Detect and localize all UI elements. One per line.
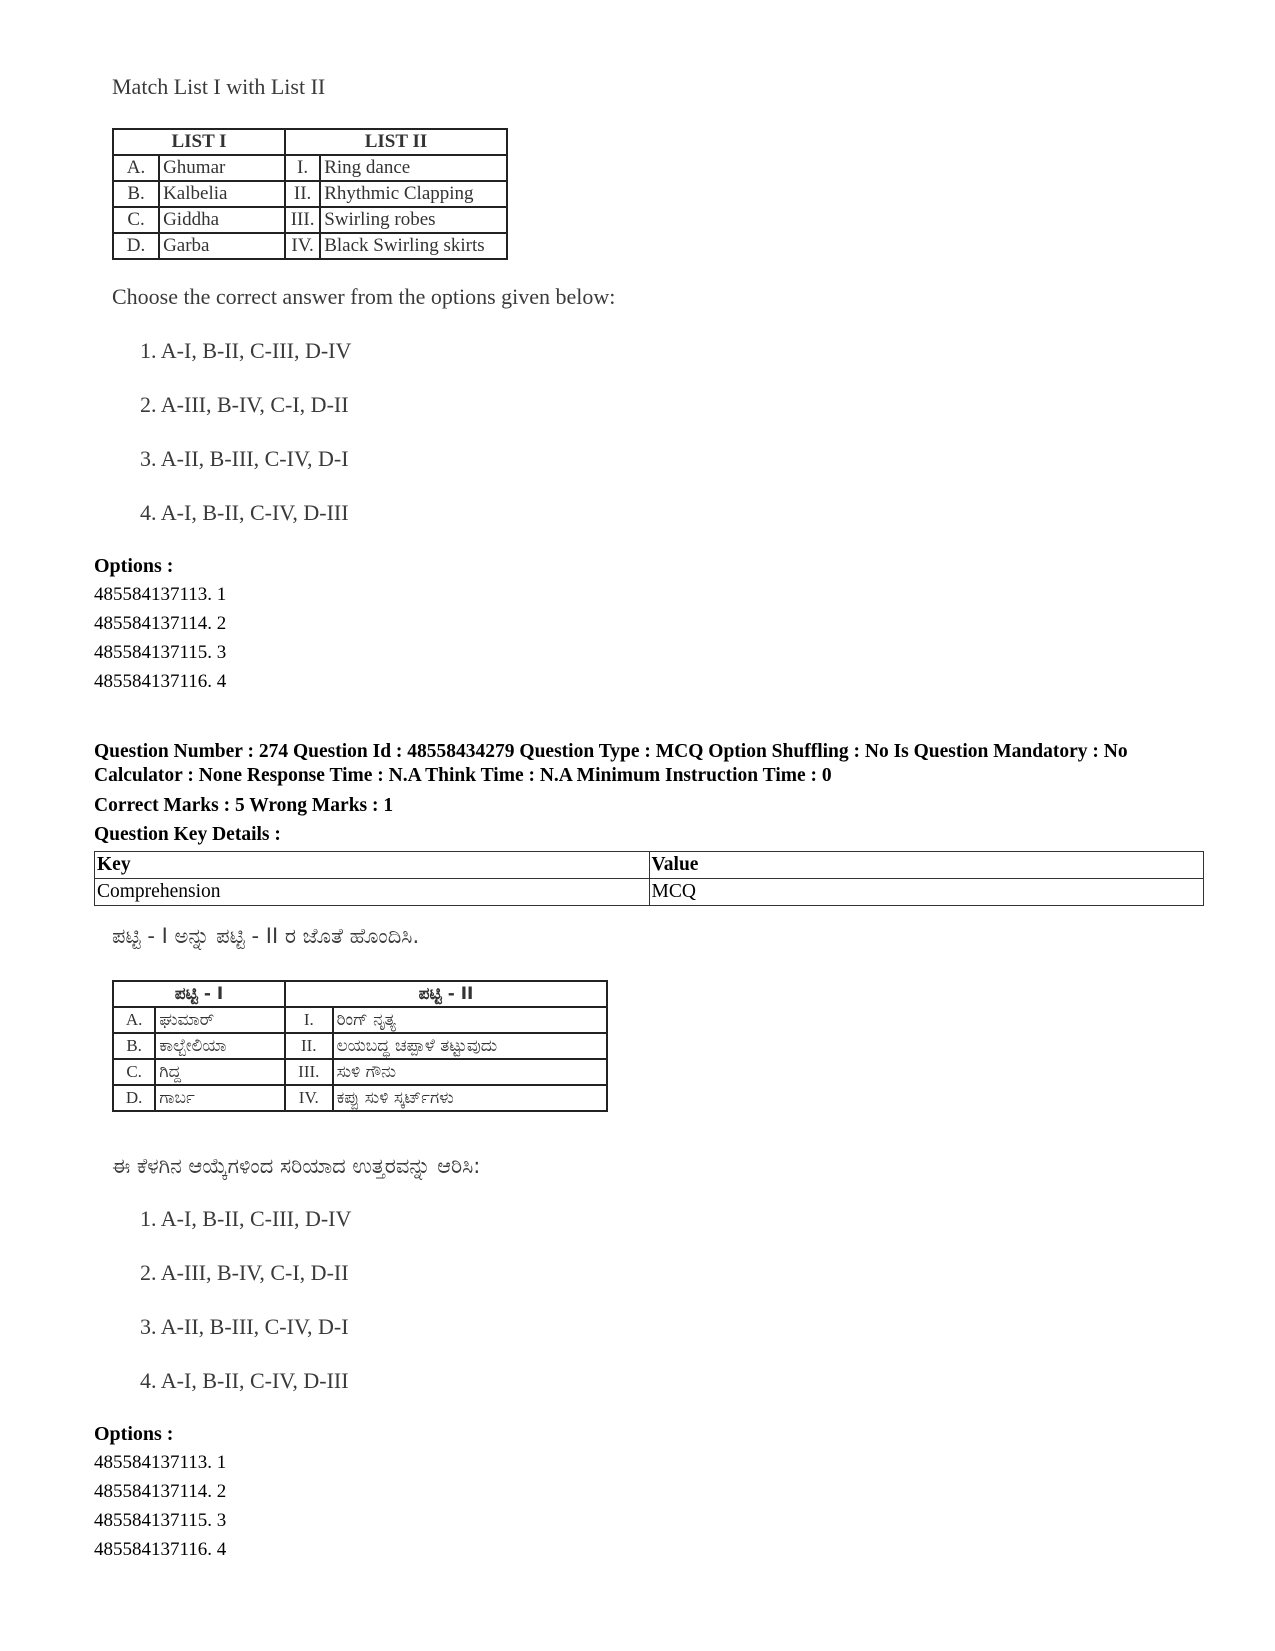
row-match: Ring dance — [320, 155, 507, 181]
row-letter: C. — [113, 207, 159, 233]
q2-question-meta: Question Number : 274 Question Id : 48558434279 Question Type : MCQ Option Shuffling : No Is Question Mandatory : No Calculator : None Response Time : N.A Think Time : N.A Minimum Instruction Time : 0 — [94, 741, 1128, 786]
row-match: ರಿಂಗ್ ನೃತ್ಯ — [333, 1007, 607, 1033]
row-numeral: III. — [285, 1059, 333, 1085]
q2-match-table — [112, 980, 608, 1112]
row-letter: A. — [113, 155, 159, 181]
list1-header: ಪಟ್ಟಿ - I — [113, 981, 285, 1007]
row-item: ಘುಮಾರ್ — [155, 1007, 285, 1033]
row-numeral: II. — [285, 1033, 333, 1059]
q2-option-3: 485584137115. 3 — [94, 1510, 227, 1531]
q1-option-3: 485584137115. 3 — [94, 642, 227, 663]
q2-intro: ಪಟ್ಟಿ - I ಅನ್ನು ಪಟ್ಟಿ - II ರ ಜೊತೆ ಹೊಂದಿಸಿ. — [112, 924, 420, 948]
row-item: Kalbelia — [159, 181, 285, 207]
row-letter: B. — [113, 1033, 155, 1059]
row-match: ಸುಳಿ ಗೌನು — [333, 1059, 607, 1085]
q2-key-details-heading: Question Key Details : — [94, 824, 281, 845]
row-item: ಗಾರ್ಬ — [155, 1085, 285, 1111]
list2-header: LIST II — [285, 129, 507, 155]
row-match: Black Swirling skirts — [320, 233, 507, 259]
row-numeral: II. — [285, 181, 320, 207]
q2-key-table — [94, 851, 1204, 906]
row-item: ಕಾಲ್ಬೇಲಿಯಾ — [155, 1033, 285, 1059]
q2-marks: Correct Marks : 5 Wrong Marks : 1 — [94, 795, 394, 816]
table-row — [113, 233, 507, 259]
q2-answer-4: 4. A-I, B-II, C-IV, D-III — [140, 1368, 349, 1393]
q1-answer-3: 3. A-II, B-III, C-IV, D-I — [140, 446, 349, 471]
q1-options-heading: Options : — [94, 555, 174, 577]
row-numeral: IV. — [285, 1085, 333, 1111]
q1-option-2: 485584137114. 2 — [94, 613, 227, 634]
list2-header: ಪಟ್ಟಿ - II — [285, 981, 607, 1007]
row-match: Rhythmic Clapping — [320, 181, 507, 207]
q1-intro: Match List I with List II — [112, 74, 326, 99]
row-numeral: III. — [285, 207, 320, 233]
q1-choose-instruction: Choose the correct answer from the options given below: — [112, 284, 616, 309]
q2-answer-2: 2. A-III, B-IV, C-I, D-II — [140, 1260, 349, 1285]
row-item: Giddha — [159, 207, 285, 233]
q1-option-1: 485584137113. 1 — [94, 584, 227, 605]
row-letter: D. — [113, 233, 159, 259]
table-row — [113, 181, 507, 207]
table-row — [113, 1033, 607, 1059]
list1-header: LIST I — [113, 129, 285, 155]
key-table-header — [95, 852, 1204, 879]
q2-option-1: 485584137113. 1 — [94, 1452, 227, 1473]
value-cell: MCQ — [649, 879, 1204, 906]
value-header: Value — [649, 852, 1204, 879]
q2-answer-3: 3. A-II, B-III, C-IV, D-I — [140, 1314, 349, 1339]
row-letter: B. — [113, 181, 159, 207]
row-numeral: IV. — [285, 233, 320, 259]
row-letter: C. — [113, 1059, 155, 1085]
table-row — [113, 1059, 607, 1085]
key-cell: Comprehension — [95, 879, 650, 906]
row-letter: D. — [113, 1085, 155, 1111]
q1-answer-4: 4. A-I, B-II, C-IV, D-III — [140, 500, 349, 525]
table-header-row — [113, 981, 607, 1007]
row-item: Garba — [159, 233, 285, 259]
q1-answer-2: 2. A-III, B-IV, C-I, D-II — [140, 392, 349, 417]
row-match: ಲಯಬದ್ಧ ಚಪ್ಪಾಳೆ ತಟ್ಟುವುದು — [333, 1033, 607, 1059]
row-item: Ghumar — [159, 155, 285, 181]
row-match: ಕಪ್ಪು ಸುಳಿ ಸ್ಕರ್ಟ್‌ಗಳು — [333, 1085, 607, 1111]
q2-option-4: 485584137116. 4 — [94, 1539, 227, 1560]
key-header: Key — [95, 852, 650, 879]
q2-answer-1: 1. A-I, B-II, C-III, D-IV — [140, 1206, 352, 1231]
table-row — [113, 1007, 607, 1033]
row-letter: A. — [113, 1007, 155, 1033]
row-match: Swirling robes — [320, 207, 507, 233]
table-header-row — [113, 129, 507, 155]
q2-options-heading: Options : — [94, 1423, 174, 1445]
q1-answer-1: 1. A-I, B-II, C-III, D-IV — [140, 338, 352, 363]
table-row — [113, 207, 507, 233]
row-item: ಗಿದ್ದ — [155, 1059, 285, 1085]
q2-choose-instruction: ಈ ಕೆಳಗಿನ ಆಯ್ಕೆಗಳಿಂದ ಸರಿಯಾದ ಉತ್ತರವನ್ನು ಆರಿಸಿ: — [112, 1154, 481, 1178]
table-row — [95, 879, 1204, 906]
row-numeral: I. — [285, 155, 320, 181]
table-row — [113, 155, 507, 181]
q1-option-4: 485584137116. 4 — [94, 671, 227, 692]
row-numeral: I. — [285, 1007, 333, 1033]
table-row — [113, 1085, 607, 1111]
q1-match-table — [112, 128, 508, 260]
q2-option-2: 485584137114. 2 — [94, 1481, 227, 1502]
